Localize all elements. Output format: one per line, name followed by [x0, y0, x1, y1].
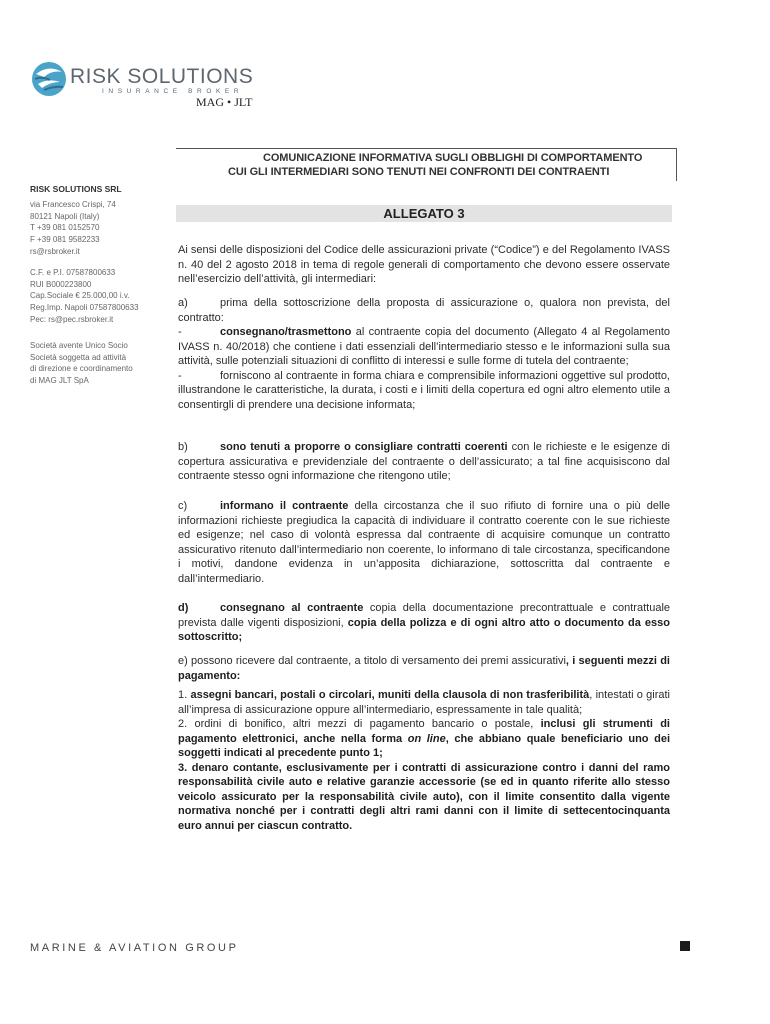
section-b-label: b)	[178, 441, 188, 453]
section-e-bold: , i seguenti mezzi di pagamento:	[178, 655, 670, 682]
payment-item-3-bold: denaro contante, esclusivamente per i contratti di assicurazione contro i danni del ramo responsabilità civile auto e relative garanzie accessorie (se ed in quanto riferite allo stesso veicolo assicurato per la responsabilità civile auto), con il limite consentito dalla vigente normativa nonché per i contratti degli altri rami danni con il limite di settecentocinquanta euro annui per ciascun contratto.	[178, 761, 671, 832]
company-register: Reg.Imp. Napoli 07587800633	[30, 303, 139, 313]
payment-item-2-bold-1: inclusi gli strumenti di pagamento elettronici, anche nella forma	[178, 718, 670, 745]
section-a-dash1-bold: consegnano/trasmettono	[220, 326, 352, 338]
company-name: RISK SOLUTIONS SRL	[30, 184, 122, 194]
company-note-4: di MAG JLT SpA	[30, 376, 89, 386]
intro-paragraph: Ai sensi delle disposizioni del Codice delle assicurazioni private (“Codice”) e del Regolamento IVASS n. 40 del 2 agosto 2018 in tema di regole generali di comportamento che devono essere osservate nell’esercizio dell’attività, gli intermediari:	[178, 244, 670, 285]
company-rui: RUI B000223800	[30, 279, 92, 289]
company-note-2: Società soggetta ad attività	[30, 352, 127, 362]
section-e	[178, 654, 670, 683]
payment-item-2-bold-2: , che abbiano quale beneficiario uno dei soggetti indicati al precedente punto 1;	[178, 732, 671, 759]
brand-tagline: INSURANCE BROKER	[102, 88, 244, 95]
risk-solutions-logo-icon	[30, 60, 68, 98]
brand-group: MAG • JLT	[196, 95, 253, 109]
company-note-1: Società avente Unico Socio	[30, 340, 128, 350]
payment-item-1-bold: assegni bancari, postali o circolari, muniti della clausola di non trasferibilità	[190, 689, 590, 701]
section-e-text: e) possono ricevere dal contraente, a titolo di versamento dei premi assicurativi	[178, 655, 566, 667]
section-b	[178, 440, 670, 484]
company-logo	[30, 58, 280, 108]
section-c-text: della circostanza che il suo rifiuto di fornire una o più delle informazioni richieste pregiudica la capacità di individuare il contratto coerente con le sue richieste ed esigenze; nel caso di volontà espressa dal contraente di acquisire comunque un contratto assicurativo ritenuto dall’intermediario non coerente, lo informano di tale circostanza, specificandone i motivi, dandone evidenza in un’apposita dichiarazione, sottoscritta dal contraente e dall’intermediario.	[178, 500, 670, 585]
section-d	[178, 601, 670, 645]
allegato-heading: ALLEGATO 3	[176, 205, 672, 222]
title-line-2: CUI GLI INTERMEDIARI SONO TENUTI NEI CONFRONTI DEI CONTRAENTI	[228, 166, 610, 178]
dash-bullet: -	[178, 326, 182, 338]
payment-item-3	[178, 761, 670, 834]
document-title-box	[176, 148, 677, 181]
company-address-2: 80121 Napoli (Italy)	[30, 211, 100, 221]
brand-name: RISK SOLUTIONS	[70, 65, 254, 88]
section-a-text: prima della sottoscrizione della proposta di assicurazione o, qualora non prevista, del contratto:	[178, 297, 670, 324]
section-d-bold-2: copia della polizza e di ogni altro atto o documento da esso sottoscritto;	[178, 616, 671, 643]
payment-item-2-text: 2. ordini di bonifico, altri mezzi di pagamento bancario o postale,	[178, 718, 541, 730]
section-a-dash1-text: al contraente copia del documento (Allegato 4 al Regolamento IVASS n. 40/2018) che contiene i dati essenziali dell’intermediario stesso e le informazioni sulla sua attività, sulle potenziali situazioni di conflitto di interessi e sulle forme di tutela del contraente;	[178, 326, 670, 367]
company-address-1: via Francesco Crispi, 74	[30, 199, 116, 209]
section-b-bold: sono tenuti a proporre o consigliare contratti coerenti	[220, 441, 508, 453]
payment-item-1-num: 1.	[178, 689, 191, 701]
company-note-3: di direzione e coordinamento	[30, 364, 133, 374]
section-d-text: copia della documentazione precontrattuale e contrattuale prevista dalle vigenti disposizioni,	[178, 602, 671, 629]
section-a-label: a)	[178, 297, 188, 309]
section-d-label: d)	[178, 602, 189, 614]
payment-item-3-num: 3.	[178, 761, 192, 774]
company-pec[interactable]: Pec: rs@pec.rsbroker.it	[30, 314, 114, 324]
section-c-label: c)	[178, 500, 188, 512]
section-a-dash2-text: forniscono al contraente in forma chiara e comprensibile informazioni oggettive sul prodotto, illustrandone le caratteristiche, la durata, i costi e i limiti della copertura ed ogni altro elemento utile a consentirgli di prendere una decisione informata;	[178, 369, 670, 411]
payment-item-1-text: , intestati o girati all’impresa di assicurazione oppure all’intermediario, espressamente in tale qualità;	[178, 689, 671, 716]
section-c-bold: informano il contraente	[220, 500, 349, 512]
section-a	[178, 296, 670, 412]
payment-item-2-italic: on line	[407, 732, 446, 745]
company-phone: T +39 081 0152570	[30, 223, 100, 233]
company-vat: C.F. e P.I. 07587800633	[30, 267, 116, 277]
company-email[interactable]: rs@rsbroker.it	[30, 246, 80, 256]
dash-bullet: -	[178, 369, 182, 382]
title-line-1: COMUNICAZIONE INFORMATIVA SUGLI OBBLIGHI DI COMPORTAMENTO	[263, 152, 643, 164]
company-fax: F +39 081 9582233	[30, 235, 100, 245]
payment-item-2	[178, 717, 670, 761]
footer-group-name: MARINE & AVIATION GROUP	[30, 942, 239, 954]
section-c	[178, 499, 670, 586]
company-capital: Cap.Sociale € 25.000,00 i.v.	[30, 291, 130, 301]
payment-item-1	[178, 688, 670, 717]
section-b-text: con le richieste e le esigenze di copertura assicurativa e previdenziale del contraente o dell’assicurato; a tal fine acquisiscono dal contraente stesso ogni informazione che ritengono utile;	[178, 441, 670, 482]
payment-methods-list	[178, 688, 670, 833]
section-d-bold-1: consegnano al contraente	[220, 602, 364, 614]
footer-square-mark	[680, 941, 690, 951]
company-info-sidebar	[30, 184, 170, 387]
